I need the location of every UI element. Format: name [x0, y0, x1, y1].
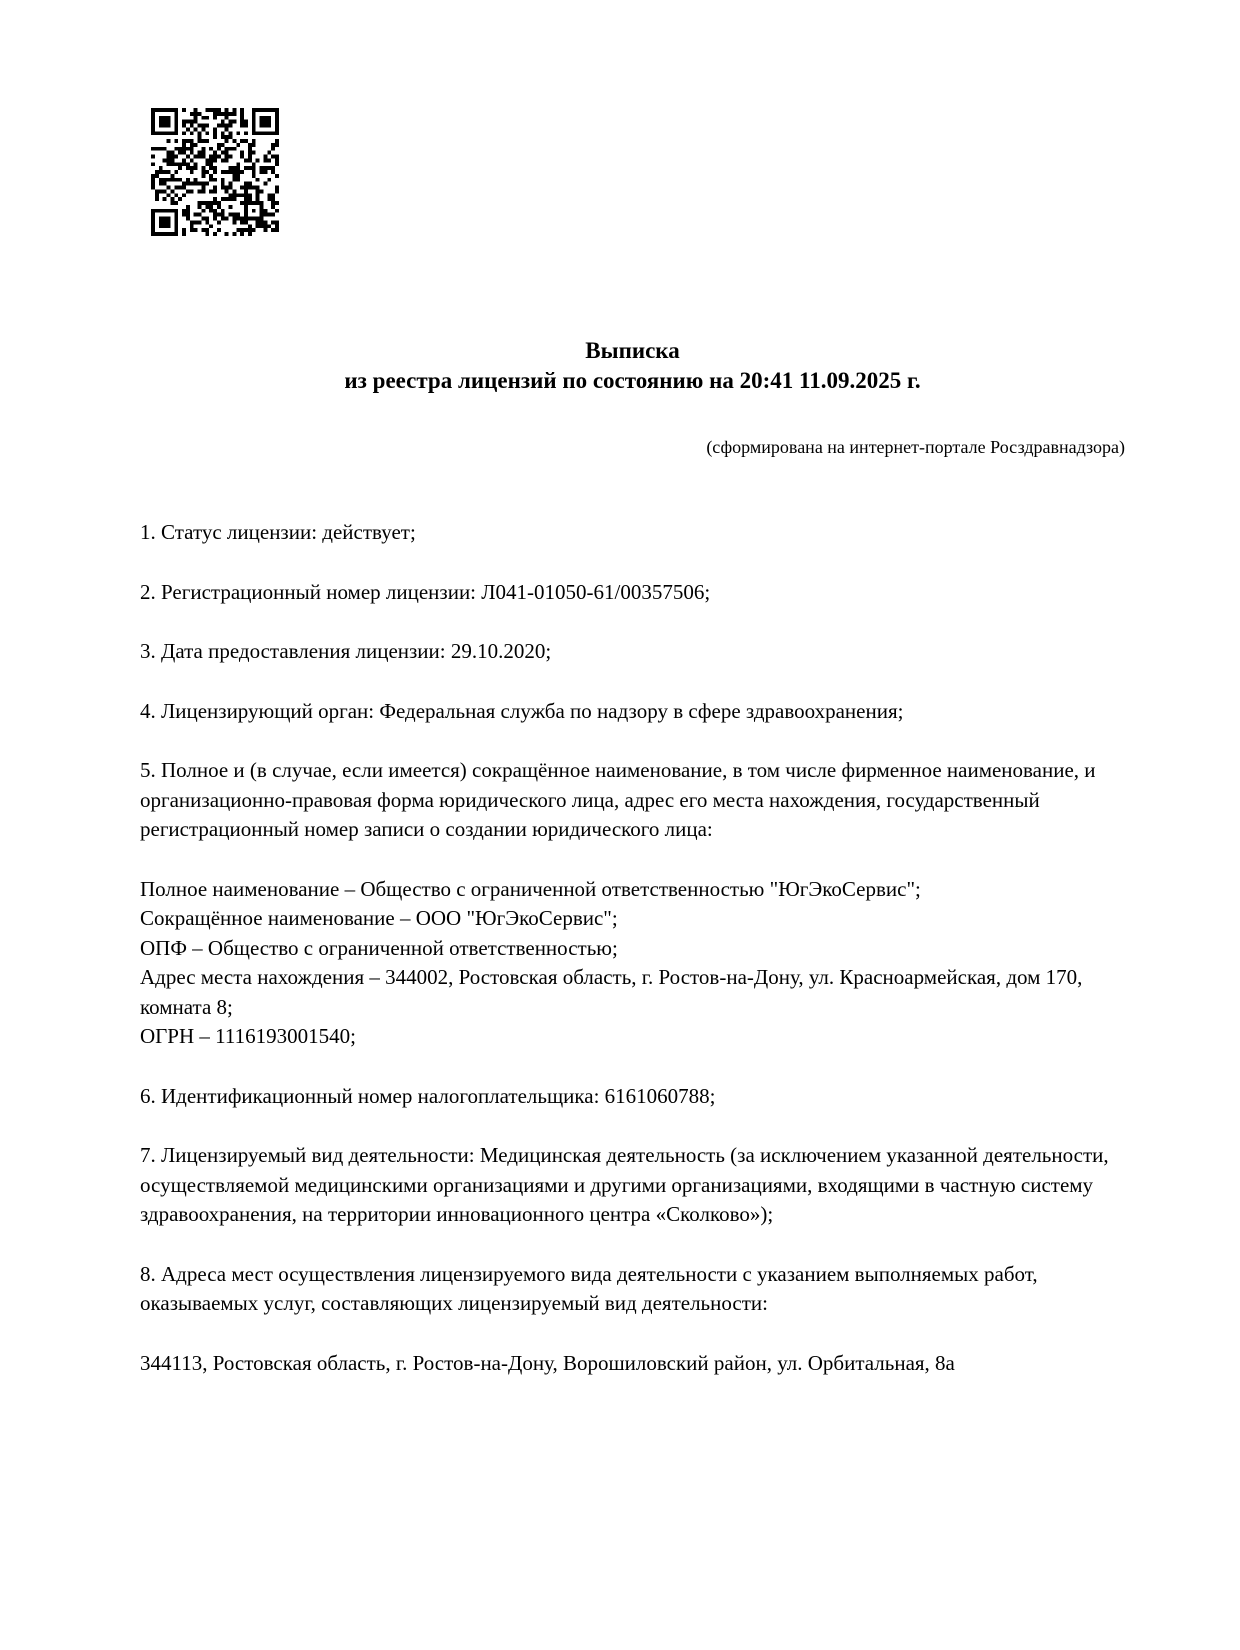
- qr-code-icon: [151, 108, 279, 236]
- paragraph-licensed-activity: 7. Лицензируемый вид деятельности: Медицинская деятельность (за исключением указанной деятельности, осуществляемой медицинскими организациями и другими организациями, входящими в частную систему здравоохранения, на территории инновационного центра «Сколково»);: [140, 1143, 1109, 1226]
- paragraph-activity-addresses-intro: 8. Адреса мест осуществления лицензируемого вида деятельности с указанием выполняемых работ, оказываемых услуг, составляющих лицензируемый вид деятельности:: [140, 1261, 1038, 1315]
- generation-note: (сформирована на интернет-портале Росздравнадзора): [706, 437, 1125, 457]
- entity-address: Адрес места нахождения – 344002, Ростовская область, г. Ростов-на-Дону, ул. Красноармейская, дом 170, комната 8;: [140, 965, 1083, 1019]
- paragraph-license-status: 1. Статус лицензии: действует;: [140, 520, 416, 544]
- document-body: [140, 518, 1125, 1378]
- paragraph-entity-intro: 5. Полное и (в случае, если имеется) сокращённое наименование, в том числе фирменное наименование, и организационно-правовая форма юридического лица, адрес его места нахождения, государственный регистрационный номер записи о создании юридического лица:: [140, 758, 1096, 841]
- document-title: [140, 336, 1125, 396]
- paragraph-grant-date: 3. Дата предоставления лицензии: 29.10.2020;: [140, 639, 552, 663]
- entity-details-block: [140, 875, 1125, 1052]
- entity-full-name: Полное наименование – Общество с ограниченной ответственностью "ЮгЭкоСервис";: [140, 876, 921, 901]
- document-title-line-2: из реестра лицензий по состоянию на 20:41 11.09.2025 г.: [344, 368, 921, 393]
- paragraph-licensing-authority: 4. Лицензирующий орган: Федеральная служба по надзору в сфере здравоохранения;: [140, 698, 904, 723]
- document-title-line-1: Выписка: [585, 338, 680, 363]
- paragraph-inn: 6. Идентификационный номер налогоплательщика: 6161060788;: [140, 1083, 716, 1108]
- entity-ogrn: ОГРН – 1116193001540;: [140, 1024, 356, 1048]
- paragraph-activity-address: 344113, Ростовская область, г. Ростов-на-Дону, Ворошиловский район, ул. Орбитальная, 8а: [140, 1350, 955, 1375]
- entity-legal-form: ОПФ – Общество с ограниченной ответственностью;: [140, 935, 618, 960]
- entity-short-name: Сокращённое наименование – ООО "ЮгЭкоСервис";: [140, 906, 618, 930]
- paragraph-registration-number: 2. Регистрационный номер лицензии: Л041-01050-61/00357506;: [140, 579, 711, 604]
